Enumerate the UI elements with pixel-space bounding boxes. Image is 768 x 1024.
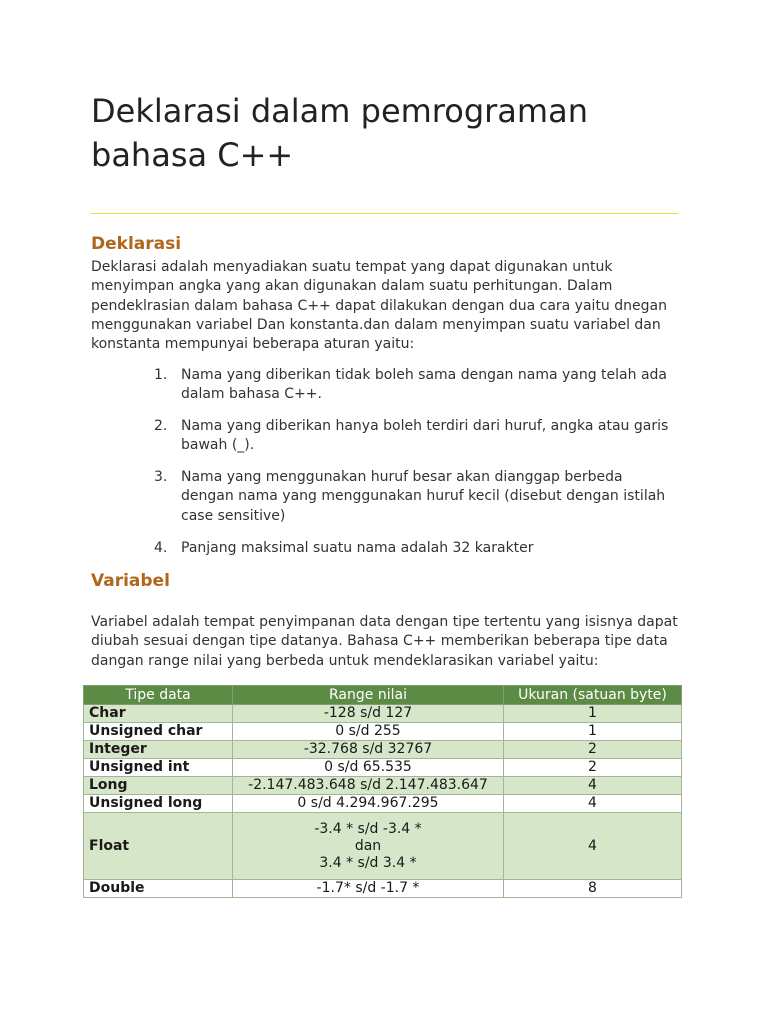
size-cell: 1 [504, 705, 682, 723]
type-cell: Char [84, 705, 233, 723]
rule-item-2 [154, 417, 678, 456]
section-heading-variabel: Variabel [91, 571, 170, 591]
rule-text: Nama yang menggunakan huruf besar akan dianggap berbeda dengan nama yang menggunakan huruf kecil (disebut dengan istilah case sensitive) [181, 469, 666, 524]
rule-item-4 [154, 539, 678, 558]
type-cell: Unsigned int [84, 759, 233, 777]
table-row [84, 723, 682, 741]
range-cell: -32.768 s/d 32767 [233, 741, 504, 759]
rule-text: Panjang maksimal suatu nama adalah 32 karakter [181, 539, 534, 556]
size-cell: 8 [504, 880, 682, 898]
range-cell: 0 s/d 255 [233, 723, 504, 741]
table-row [84, 880, 682, 898]
section-heading-deklarasi: Deklarasi [91, 234, 182, 254]
range-cell [233, 813, 504, 880]
range-multiline [314, 821, 421, 872]
column-header-type: Tipe data [84, 686, 233, 705]
type-cell: Double [84, 880, 233, 898]
rule-number: 3. [154, 469, 168, 486]
rule-number: 1. [154, 367, 168, 383]
rule-item-3 [154, 468, 678, 526]
type-cell: Integer [84, 741, 233, 759]
column-header-range: Range nilai [233, 686, 504, 705]
table-row [84, 759, 682, 777]
range-line: dan [354, 837, 382, 854]
table-row [84, 741, 682, 759]
size-cell: 2 [504, 759, 682, 777]
table-row [84, 795, 682, 813]
range-cell: -1.7* s/d -1.7 * [233, 880, 504, 898]
table-row [84, 777, 682, 795]
type-cell: Unsigned char [84, 723, 233, 741]
type-cell: Long [84, 777, 233, 795]
type-cell: Unsigned long [84, 795, 233, 813]
deklarasi-paragraph: Deklarasi adalah menyadiakan suatu tempat yang dapat digunakan untuk menyimpan angka yang akan digunakan dalam suatu perhitungan. Dalam pendeklrasian dalam bahasa C++ dapat dilakukan dengan dua cara yaitu dnegan menggunakan variabel Dan konstanta.dan dalam menyimpan suatu variabel dan konstanta mempunyai beberapa aturan yaitu: [91, 259, 667, 353]
range-line: -3.4 * s/d -3.4 * [314, 820, 422, 837]
size-cell: 4 [504, 795, 682, 813]
range-cell: 0 s/d 65.535 [233, 759, 504, 777]
data-type-table [83, 685, 682, 898]
size-cell: 2 [504, 741, 682, 759]
size-cell: 4 [504, 813, 682, 880]
title-divider [91, 213, 678, 214]
rule-item-1 [154, 366, 678, 405]
type-cell: Float [84, 813, 233, 880]
range-line: 3.4 * s/d 3.4 * [319, 854, 417, 871]
size-cell: 4 [504, 777, 682, 795]
rule-number: 4. [154, 539, 168, 556]
rule-text: Nama yang diberikan hanya boleh terdiri dari huruf, angka atau garis bawah (_). [181, 418, 669, 454]
document-title: Deklarasi dalam pemrograman bahasa C++ [91, 92, 588, 174]
size-cell: 1 [504, 723, 682, 741]
range-cell: -128 s/d 127 [233, 705, 504, 723]
rule-text: Nama yang diberikan tidak boleh sama dengan nama yang telah ada dalam bahasa C++. [181, 367, 667, 403]
range-cell: 0 s/d 4.294.967.295 [233, 795, 504, 813]
rule-number: 2. [154, 418, 168, 435]
naming-rules-list [154, 366, 678, 570]
table-header-row [84, 686, 682, 705]
range-cell: -2.147.483.648 s/d 2.147.483.647 [233, 777, 504, 795]
variabel-paragraph: Variabel adalah tempat penyimpanan data dengan tipe tertentu yang isisnya dapat diubah sesuai dengan tipe datanya. Bahasa C++ memberikan beberapa tipe data dangan range nilai yang berbeda untuk mendeklarasikan variabel yaitu: [91, 614, 678, 669]
table-row [84, 705, 682, 723]
column-header-size: Ukuran (satuan byte) [504, 686, 682, 705]
table-row [84, 813, 682, 880]
